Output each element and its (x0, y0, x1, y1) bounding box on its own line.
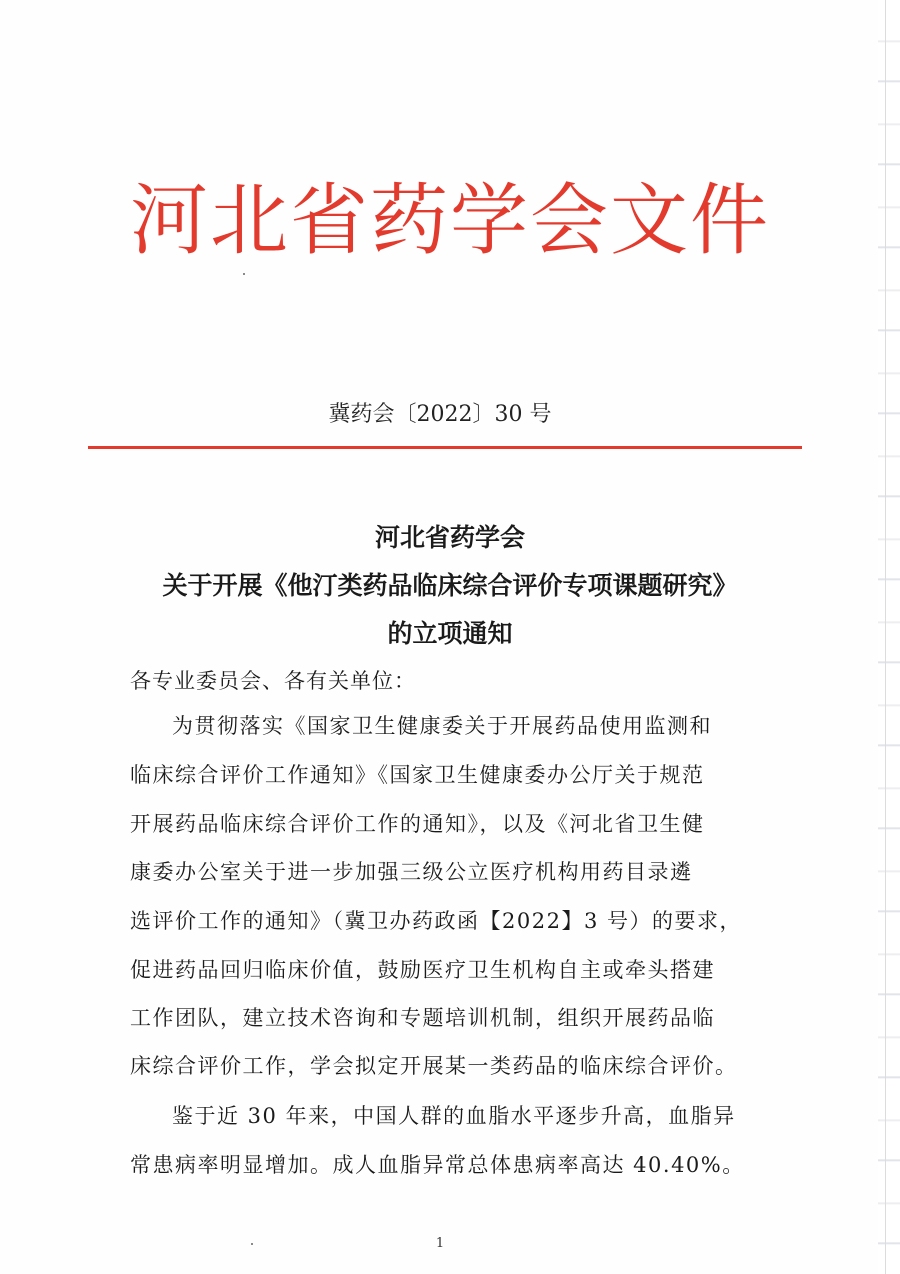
salutation: 各专业委员会、各有关单位： (130, 669, 416, 693)
notice-title-line-1: 河北省药学会 (374, 523, 525, 552)
scan-speck (243, 273, 245, 275)
body-line-4: 康委办公室关于进一步加强三级公立医疗机构用药目录遴 (130, 860, 693, 884)
body-line-3: 开展药品临床综合评价工作的通知》，以及《河北省卫生健 (130, 812, 705, 836)
body-line-2: 临床综合评价工作通知》《国家卫生健康委办公厅关于规范 (130, 763, 705, 787)
scan-edge-line (885, 0, 886, 1274)
notice-title-line-2: 关于开展《他汀类药品临床综合评价专项课题研究》 (162, 571, 738, 600)
body-line-9: 鉴于近 30 年来，中国人群的血脂水平逐步升高，血脂异 (172, 1104, 736, 1128)
document-header-title: 河北省药学会文件 (129, 176, 770, 266)
body-line-1: 为贯彻落实《国家卫生健康委关于开展药品使用监测和 (172, 714, 712, 738)
notice-title-line-3: 的立项通知 (387, 619, 513, 648)
body-line-7: 工作团队，建立技术咨询和专题培训机制，组织开展药品临 (130, 1006, 715, 1030)
body-line-5: 选评价工作的通知》（冀卫办药政函【2022】3 号）的要求， (130, 909, 742, 933)
body-line-6: 促进药品回归临床价值，鼓励医疗卫生机构自主或牵头搭建 (130, 958, 715, 982)
scan-speck (251, 1243, 253, 1245)
document-number: 冀药会〔2022〕30 号 (328, 402, 552, 427)
body-line-10: 常患病率明显增加。成人血脂异常总体患病率高达 40.40%。 (130, 1153, 745, 1177)
page-number: 1 (435, 1236, 445, 1251)
body-line-8: 床综合评价工作，学会拟定开展某一类药品的临床综合评价。 (130, 1054, 738, 1078)
red-divider-rule (88, 446, 802, 449)
scan-edge (878, 0, 900, 1274)
